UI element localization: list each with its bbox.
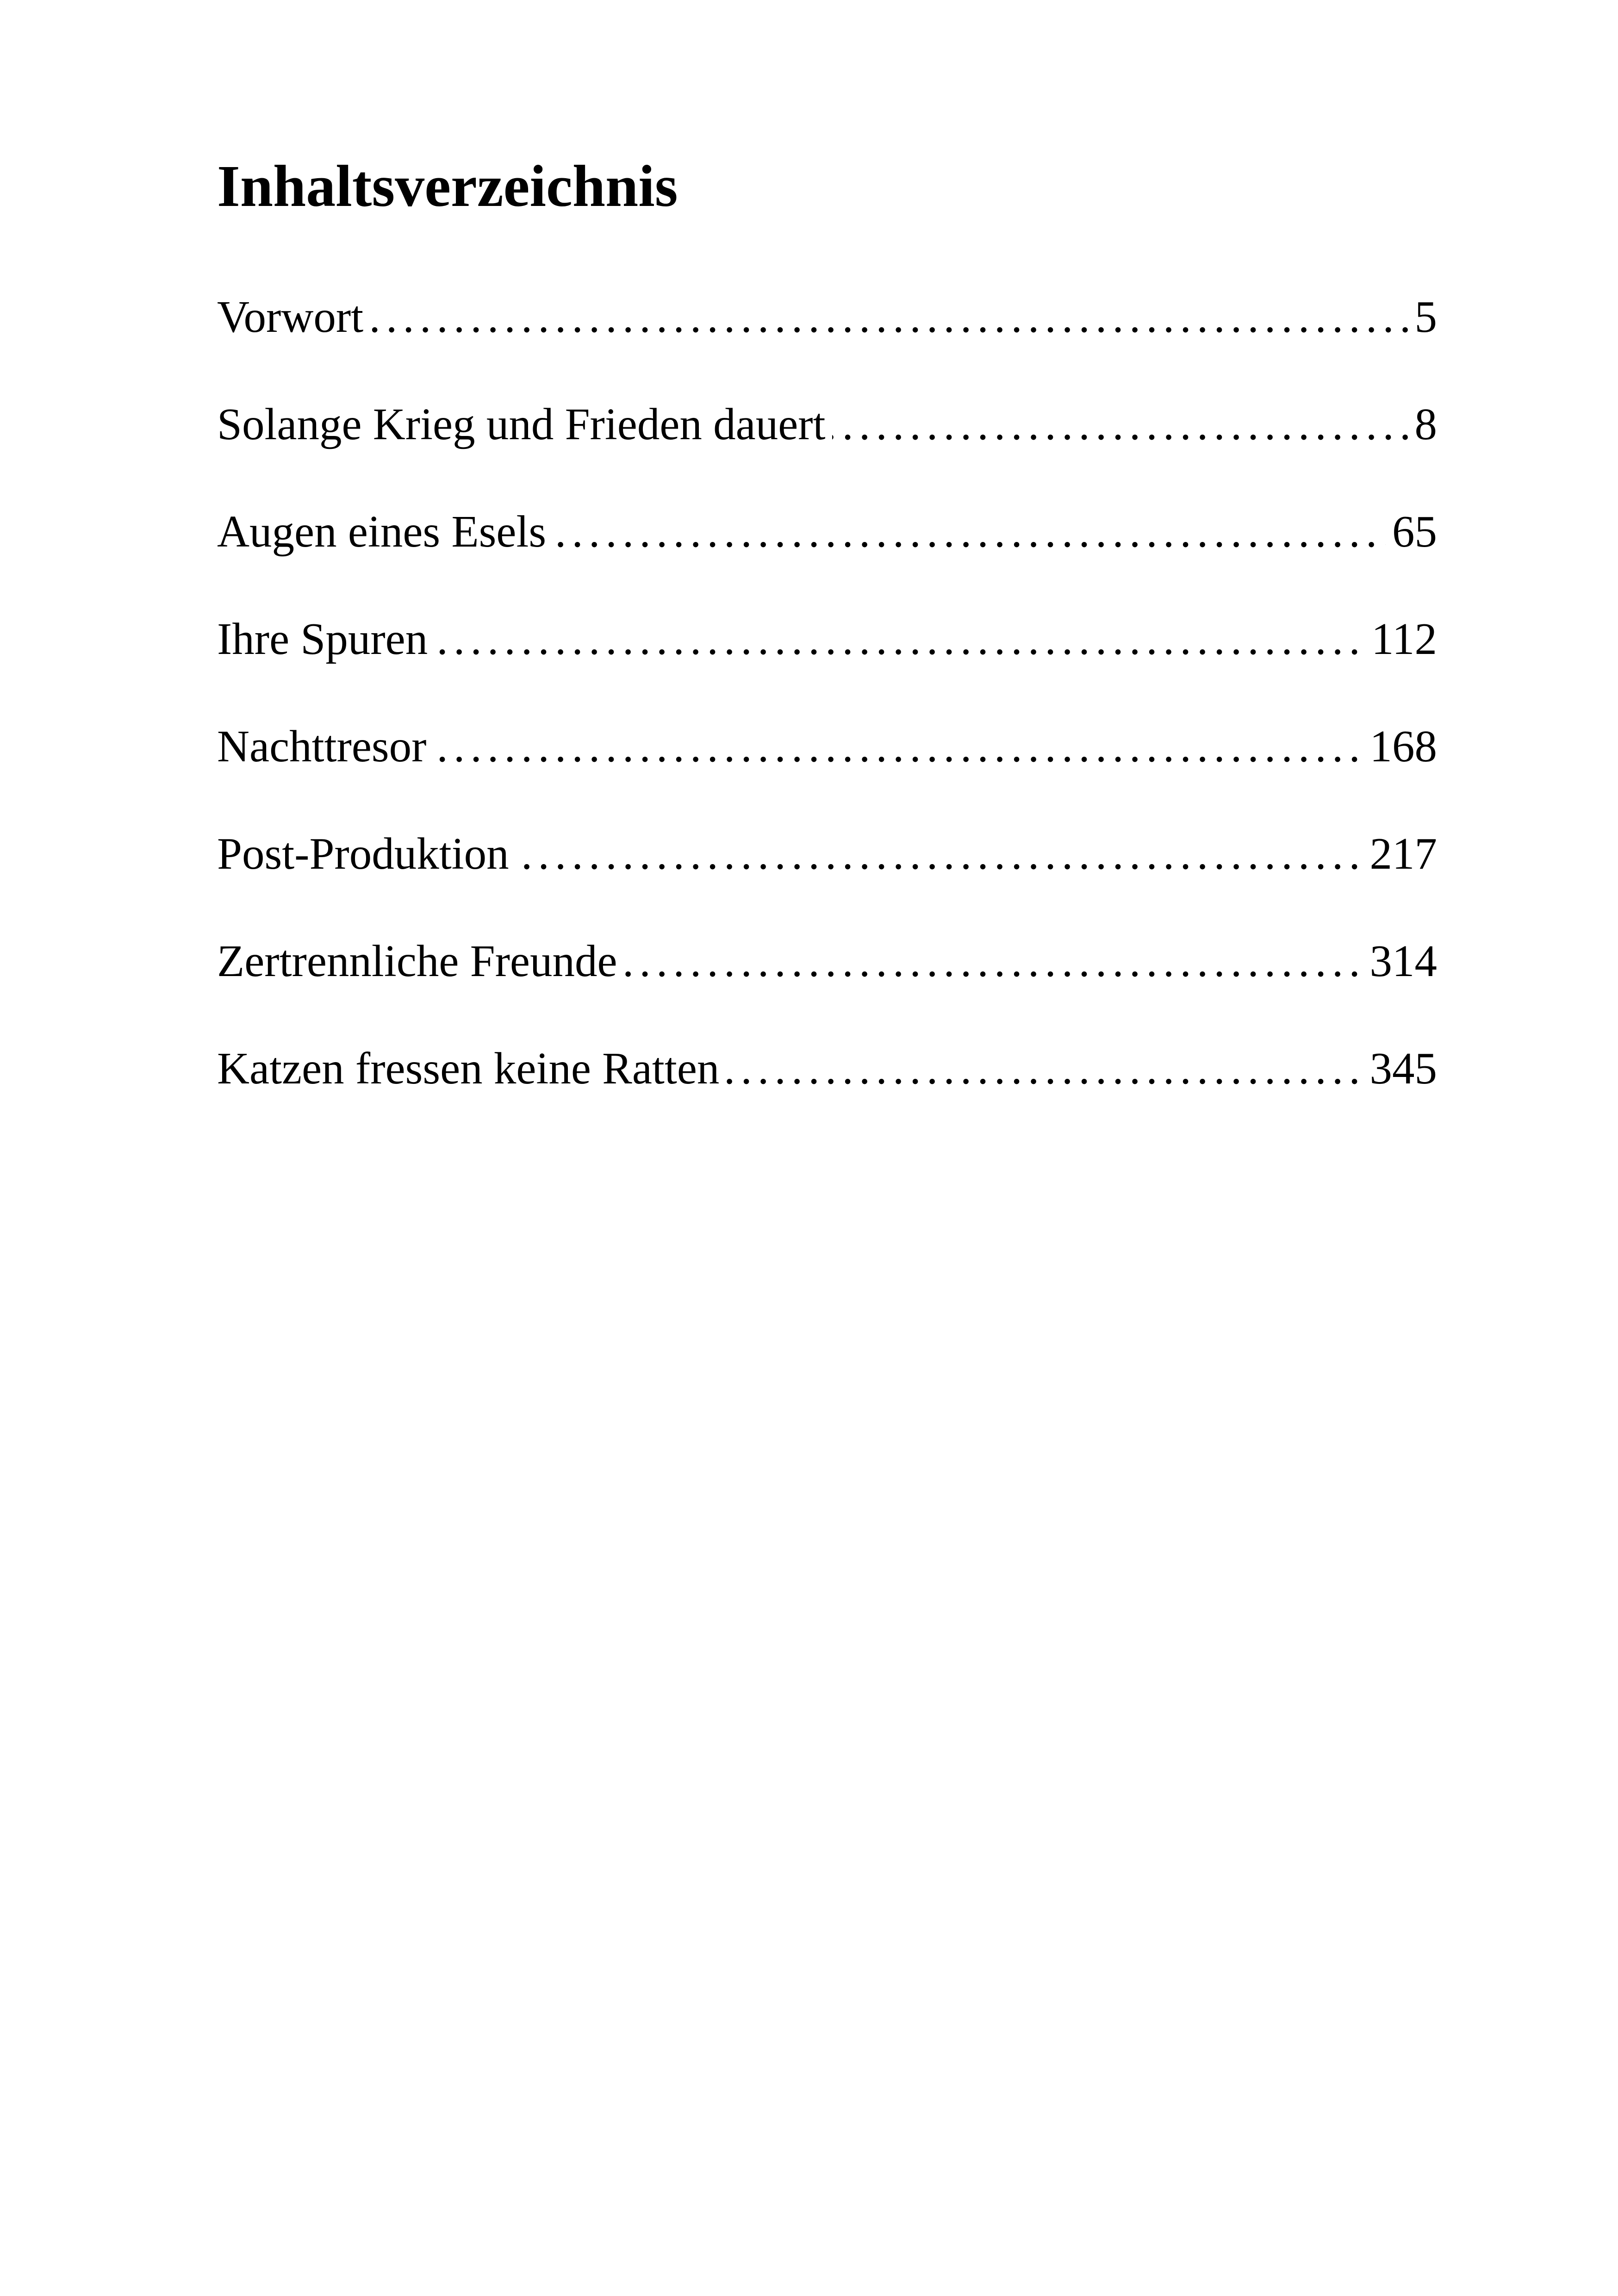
toc-entry-title: . . . Zertrennliche Freunde [217,931,624,991]
toc-entry-title: . . . Nachttresor [217,716,433,777]
toc-entry [217,502,1437,609]
toc-entry [217,931,1437,1039]
toc-entry [217,394,1437,502]
toc-entry-page-number: 65 [1386,502,1437,562]
toc-entry [217,716,1437,824]
toc-entry-title: . . . Solange Krieg und Frieden dauert [217,394,832,454]
toc-entry [217,609,1437,716]
toc-entry-title: . . . Augen eines Esels [217,502,553,562]
toc-entry-title: . . . Vorwort [217,287,370,347]
toc-entry-page-number: 314 [1363,931,1438,991]
toc-entry [217,287,1437,394]
toc-entry-page-number: 168 [1363,716,1438,777]
toc-entry [217,1039,1437,1146]
toc-entry-page-number: 5 [1408,287,1438,347]
toc-entry-title: . . . Katzen fressen keine Ratten [217,1039,726,1099]
toc-entry-page-number: 112 [1365,609,1437,669]
toc-entry-page-number: 345 [1363,1039,1438,1099]
toc-entry-title: . . . Post-Produktion [217,824,516,884]
toc-entry-page-number: 8 [1408,394,1438,454]
toc-entry [217,824,1437,931]
toc-list [217,287,1437,1146]
toc-entry-title: . . . Ihre Spuren [217,609,434,669]
toc-entry-page-number: 217 [1363,824,1438,884]
page-title: Inhaltsverzeichnis [217,153,678,219]
